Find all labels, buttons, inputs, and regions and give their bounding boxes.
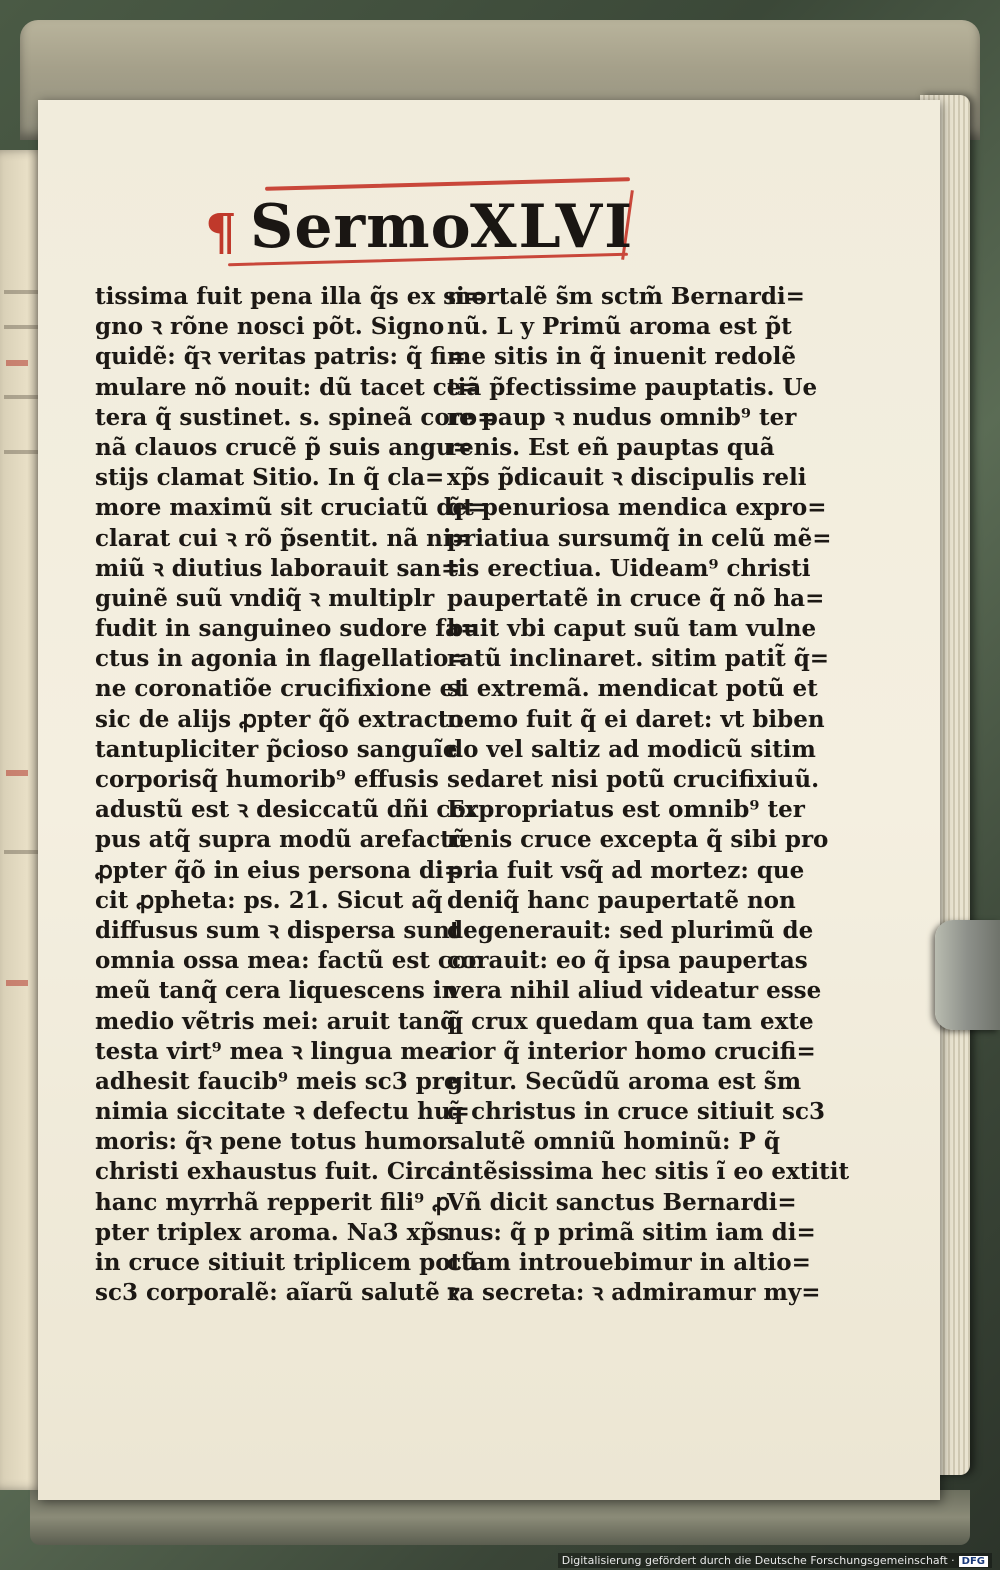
text-line: q̃ crux quedam qua tam exte	[447, 1007, 814, 1035]
heading-numeral: XLVI	[470, 192, 635, 262]
text-line: adustũ est ꝛ desiccatũ dñi cor	[95, 796, 478, 824]
text-line: gno ꝛ rõne nosci põt. Signo	[95, 313, 445, 341]
dfg-logo: DFG	[959, 1556, 988, 1567]
text-line: corauit: eo q̃ ipsa paupertas	[447, 947, 808, 975]
text-line: q̃ christus in cruce sitiuit sc3	[447, 1098, 825, 1126]
text-line: rior q̃ interior homo crucifi=	[447, 1037, 816, 1065]
text-line: moris: q̃ꝛ pene totus humor	[95, 1128, 450, 1156]
text-line: stijs clamat Sitio. In q̃ cla=	[95, 464, 445, 492]
text-line: intẽsissima hec sitis ĩ eo extitit	[447, 1158, 850, 1186]
text-line: ctus in agonia in flagellatio=	[95, 645, 468, 673]
text-line: degenerauit: sed plurimũ de	[447, 916, 814, 944]
text-line: diffusus sum ꝛ dispersa sunt	[95, 916, 461, 944]
text-line: nemo fuit q̃ ei daret: vt biben	[447, 705, 825, 733]
text-line: sic de alijs ꝓpter q̃õ extracto	[95, 705, 464, 733]
text-column-right	[447, 282, 850, 1308]
text-line: guinẽ suũ vndiq̃ ꝛ multiplr	[95, 584, 435, 612]
text-line: christi exhaustus fuit. Circa	[95, 1158, 455, 1186]
text-line: ctam introuebimur in altio=	[447, 1249, 811, 1276]
text-column-left	[95, 282, 497, 1308]
text-line: renis cruce excepta q̃ sibi pro	[447, 826, 829, 854]
sermon-heading	[0, 190, 1000, 280]
text-line: tiã p̃fectissime pauptatis. Ue	[447, 373, 818, 401]
footer-text: Digitalisierung gefördert durch die Deutsche Forschungsgemeinschaft ·	[561, 1554, 955, 1567]
text-line: ne coronatiõe crucifixione et	[95, 675, 465, 703]
text-line: ratũ inclinaret. sitim patit̃ q̃=	[447, 645, 830, 673]
text-line: renis. Est eñ pauptas quã	[447, 433, 775, 461]
text-line: re paup ꝛ nudus omnib⁹ ter	[447, 403, 797, 431]
text-line: miũ ꝛ diutius laborauit san=	[95, 554, 461, 582]
text-line: cit ꝓpheta: ps. 21. Sicut aq̃	[95, 886, 443, 914]
text-line: sedaret nisi potũ crucifixiuũ.	[447, 766, 820, 793]
text-line: testa virt⁹ mea ꝛ lingua mea	[95, 1037, 455, 1065]
digitization-footer	[558, 1553, 992, 1568]
pilcrow-mark: ¶	[205, 202, 237, 261]
text-line: nus: q̃ p primã sitim iam di=	[447, 1218, 816, 1246]
text-line: meũ tanq̃ cera liquescens in	[95, 977, 459, 1005]
text-line: tantupliciter p̃cioso sanguĩe	[95, 735, 458, 763]
book-clasp	[935, 920, 1000, 1030]
text-line: paupertatẽ in cruce q̃ nõ ha=	[447, 584, 825, 612]
marginal-note	[4, 290, 38, 294]
heading-title: Sermo	[250, 192, 472, 262]
text-line: pria fuit vsq̃ ad mortez: que	[447, 856, 805, 884]
text-line: tis erectiua. Uideam⁹ christi	[447, 554, 811, 582]
text-line: pus atq̃ supra modũ arefactũ	[95, 826, 468, 854]
text-line: pter triplex aroma. Na3 xp̃s	[95, 1218, 450, 1246]
marginal-note	[4, 450, 38, 454]
text-line: priatiua sursumq̃ in celũ mẽ=	[447, 524, 832, 552]
text-line: Expropriatus est omnib⁹ ter	[447, 796, 805, 824]
text-line: ra secreta: ꝛ admiramur my=	[447, 1279, 821, 1307]
text-line: q̃t penuriosa mendica expro=	[447, 494, 827, 522]
text-line: omnia ossa mea: factũ est cor	[95, 947, 480, 975]
text-line: nũ. L y Primũ aroma est p̃t	[447, 313, 792, 341]
text-line: tissima fuit pena illa q̃s ex si=	[95, 283, 485, 310]
text-line: more maximũ sit cruciatũ de=	[95, 494, 487, 522]
text-line: medio vẽtris mei: aruit tanq̃	[95, 1007, 457, 1035]
text-line: si extremã. mendicat potũ et	[447, 675, 818, 703]
text-line: sc3 corporalẽ: aĩarũ salutẽ ꝛ	[95, 1279, 459, 1307]
marginal-note	[4, 325, 38, 329]
text-line: Vñ dicit sanctus Bernardi=	[447, 1188, 797, 1216]
text-line: xp̃s p̃dicauit ꝛ discipulis reli	[447, 464, 807, 492]
text-line: clarat cui ꝛ rõ p̃sentit. nã ni=	[95, 524, 471, 552]
marginal-note	[4, 850, 38, 854]
marginal-rubric	[6, 770, 28, 776]
text-line: ꝓpter q̃õ in eius persona di=	[95, 856, 464, 884]
text-line: do vel saltiz ad modicũ sitim	[447, 735, 816, 763]
text-line: me sitis in q̃ inuenit redolẽ	[447, 343, 796, 371]
text-line: mortalẽ s̃m sctm̃ Bernardi=	[447, 283, 805, 310]
marginal-rubric	[6, 360, 28, 366]
text-line: quidẽ: q̃ꝛ veritas patris: q̃ fi=	[95, 343, 467, 371]
text-line: tera q̃ sustinet. s. spineã coro=	[95, 403, 497, 431]
text-line: deniq̃ hanc paupertatẽ non	[447, 886, 796, 914]
text-line: hanc myrrhã repperit fili⁹ ꝓ	[95, 1188, 451, 1216]
text-line: nimia siccitate ꝛ defectu hu=	[95, 1098, 470, 1126]
text-line: buit vbi caput suũ tam vulne	[447, 615, 817, 643]
text-line: nã clauos crucẽ p̃ suis angu=	[95, 433, 472, 461]
text-line: fudit in sanguineo sudore fa=	[95, 615, 480, 643]
text-line: in cruce sitiuit triplicem potũ	[95, 1249, 478, 1276]
text-line: corporisq̃ humorib⁹ effusis	[95, 766, 439, 793]
marginal-note	[4, 395, 38, 399]
text-line: adhesit faucib⁹ meis sc3 pre	[95, 1067, 459, 1095]
text-line: mulare nõ nouit: dũ tacet ce=	[95, 373, 481, 401]
text-line: gitur. Secũdũ aroma est s̃m	[447, 1067, 802, 1095]
marginal-rubric	[6, 980, 28, 986]
text-line: vera nihil aliud videatur esse	[447, 977, 822, 1005]
text-line: salutẽ omniũ hominũ: P q̃	[447, 1128, 780, 1156]
